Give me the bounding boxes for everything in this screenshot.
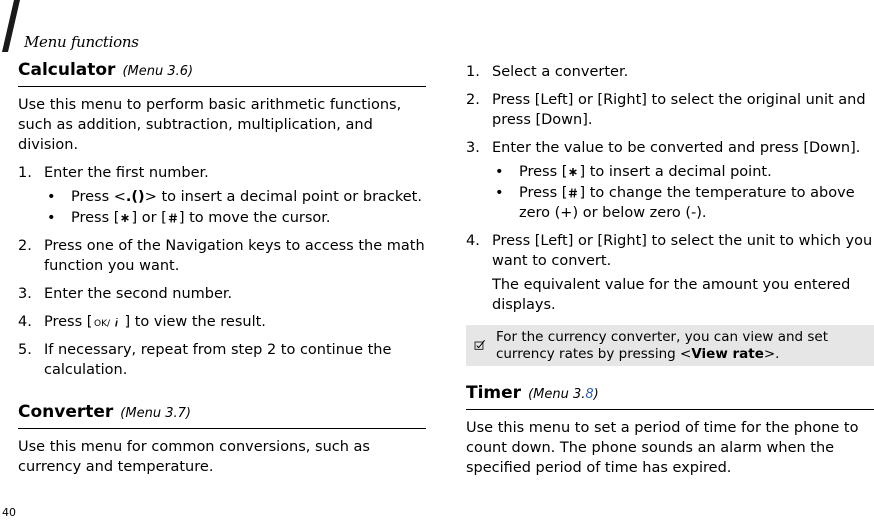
converter-step-3-bullets (492, 162, 874, 223)
step-number: 4. (466, 233, 480, 249)
star-key-icon (568, 166, 578, 178)
note-check-icon (474, 337, 486, 353)
calculator-step-1 (18, 163, 426, 228)
header-stripe-icon (0, 0, 20, 52)
calculator-heading (18, 60, 426, 87)
converter-heading (18, 402, 426, 429)
svg-text:OK/: OK/ (94, 319, 111, 328)
calculator-step-5-text: If necessary, repeat from step 2 to continue the calculation. (44, 342, 392, 378)
calculator-step-1-bullet-1 (44, 187, 426, 207)
converter-step-4-result: The equivalent value for the amount you entered displays. (492, 277, 851, 313)
hash-key-icon (568, 187, 578, 199)
timer-menu-ref-text: ) (593, 387, 599, 402)
converter-step-3-bullet-2 (492, 183, 874, 223)
note-text: For the currency converter, you can view and set currency rates by pressing < (495, 329, 829, 362)
star-key-icon (120, 212, 130, 224)
note-text: >. (763, 346, 780, 362)
bullet-text: Press [ (519, 185, 568, 201)
converter-menu-ref: (Menu 3.7) (120, 406, 191, 421)
step-text: Press [ (44, 314, 93, 330)
converter-step-2 (466, 90, 874, 130)
calculator-step-1-text: Enter the first number. (44, 165, 209, 181)
calculator-step-1-bullets (44, 187, 426, 228)
currency-note (466, 325, 874, 366)
calculator-step-3 (18, 284, 426, 304)
converter-steps (466, 62, 874, 315)
converter-step-4 (466, 231, 874, 315)
calculator-step-3-text: Enter the second number. (44, 286, 233, 302)
step-number: 1. (466, 64, 480, 80)
calculator-steps (18, 163, 426, 380)
timer-heading (466, 383, 874, 410)
currency-note-text (496, 329, 866, 363)
bullet-text: Press < (71, 189, 126, 205)
timer-menu-ref-link[interactable]: 8 (585, 387, 594, 402)
decimal-key-label: .() (125, 189, 145, 205)
converter-intro: Use this menu for common conversions, such as currency and temperature. (18, 439, 370, 475)
bullet: • (47, 189, 56, 205)
calculator-title: Calculator (18, 60, 116, 80)
converter-step-3-bullet-1 (492, 162, 874, 182)
timer-intro: Use this menu to set a period of time for the phone to count down. The phone sounds an alarm when the specified period of time has expired. (466, 420, 859, 476)
bullet-text: ] or [ (131, 210, 167, 226)
bullet-text: Press [ (71, 210, 120, 226)
step-text: ] to view the result. (124, 314, 266, 330)
step-number: 2. (18, 238, 32, 254)
calculator-step-2 (18, 236, 426, 276)
timer-menu-ref-text: (Menu 3. (528, 387, 586, 402)
calculator-intro: Use this menu to perform basic arithmetic functions, such as addition, subtraction, multiplication, and division. (18, 97, 402, 153)
calculator-step-1-bullet-2 (44, 208, 426, 228)
page-number: 40 (2, 506, 16, 519)
bullet-text: ] to move the cursor. (178, 210, 331, 226)
ok-key-icon (93, 316, 123, 328)
step-number: 5. (18, 342, 32, 358)
converter-step-4-text: Press [Left] or [Right] to select the unit to which you want to convert. (492, 233, 873, 269)
bullet-text: > to insert a decimal point or bracket. (144, 189, 422, 205)
converter-step-3-text: Enter the value to be converted and press [Down]. (492, 140, 861, 156)
bullet-text: Press [ (519, 164, 568, 180)
converter-step-1-text: Select a converter. (492, 64, 629, 80)
bullet-text: ] to change the temperature to above zero (+) or below zero (-). (519, 185, 855, 221)
step-number: 1. (18, 165, 32, 181)
step-number: 3. (18, 286, 32, 302)
calculator-menu-ref: (Menu 3.6) (122, 64, 194, 79)
converter-step-1 (466, 62, 874, 82)
step-number: 2. (466, 92, 480, 108)
converter-step-2-text: Press [Left] or [Right] to select the original unit and press [Down]. (492, 92, 866, 128)
timer-menu-ref (528, 385, 599, 405)
calculator-step-5 (18, 340, 426, 380)
step-number: 3. (466, 140, 480, 156)
left-column (18, 60, 426, 485)
converter-title: Converter (18, 402, 114, 422)
bullet: • (495, 185, 504, 201)
page-header-title: Menu functions (24, 33, 139, 51)
timer-title: Timer (466, 383, 522, 403)
step-number: 4. (18, 314, 32, 330)
calculator-step-2-text: Press one of the Navigation keys to access the math function you want. (44, 238, 425, 274)
converter-step-3 (466, 138, 874, 223)
bullet: • (495, 164, 504, 180)
bullet: • (47, 210, 56, 226)
hash-key-icon (168, 212, 178, 224)
calculator-step-4 (18, 312, 426, 332)
view-rate-label: View rate (691, 346, 764, 362)
bullet-text: ] to insert a decimal point. (579, 164, 772, 180)
right-column (466, 62, 874, 486)
